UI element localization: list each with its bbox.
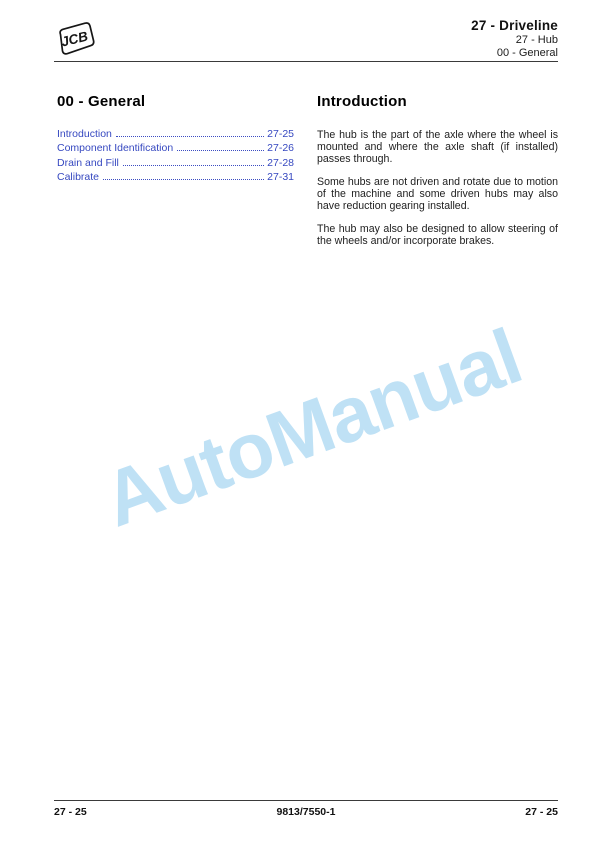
- footer-document-number: 9813/7550-1: [276, 806, 336, 818]
- toc-dot-leader: [103, 179, 264, 180]
- paragraph: The hub may also be designed to allow steering of the wheels and/or incorporate brakes.: [317, 223, 558, 247]
- breadcrumb: [471, 17, 558, 60]
- toc-page-number[interactable]: 27-25: [267, 128, 294, 140]
- footer-divider: [54, 800, 558, 801]
- toc-entry-component-identification[interactable]: [57, 141, 294, 155]
- toc-page-number[interactable]: 27-28: [267, 156, 294, 169]
- paragraph: The hub is the part of the axle where the wheel is mounted and where the axle shaft (if installed) passes through.: [317, 129, 558, 165]
- breadcrumb-chapter: 27 - Driveline: [471, 18, 558, 33]
- toc-entry-label[interactable]: Calibrate: [57, 171, 100, 184]
- toc-entry-label[interactable]: Component Identification: [57, 142, 174, 155]
- footer-page-number-right: 27 - 25: [525, 806, 558, 818]
- toc-entry-label[interactable]: Drain and Fill: [57, 156, 119, 169]
- toc-list: [57, 127, 294, 185]
- toc-dot-leader: [177, 150, 264, 151]
- footer-page-number-left: 27 - 25: [54, 806, 87, 818]
- content-column: [317, 93, 558, 258]
- toc-column: [57, 93, 294, 185]
- breadcrumb-subsection: 00 - General: [496, 47, 558, 59]
- toc-page-number[interactable]: 27-31: [267, 171, 294, 184]
- header-divider: [54, 61, 558, 62]
- paragraph: Some hubs are not driven and rotate due to motion of the machine and some driven hubs may also have reduction gearing installed.: [317, 176, 558, 212]
- svg-text:JCB: JCB: [59, 28, 90, 50]
- toc-dot-leader: [123, 165, 264, 166]
- toc-dot-leader: [116, 136, 264, 137]
- toc-entry-calibrate[interactable]: [57, 170, 294, 184]
- toc-entry-label[interactable]: Introduction: [57, 128, 112, 140]
- jcb-logo-icon: [53, 21, 95, 57]
- watermark-text: AutoManual: [91, 311, 532, 544]
- toc-section-title: 00 - General: [57, 93, 146, 110]
- content-title: Introduction: [317, 93, 407, 110]
- breadcrumb-section: 27 - Hub: [515, 34, 558, 46]
- toc-page-number[interactable]: 27-26: [267, 142, 294, 155]
- toc-entry-introduction[interactable]: [57, 127, 294, 141]
- toc-entry-drain-and-fill[interactable]: [57, 156, 294, 170]
- content-body: [317, 129, 558, 247]
